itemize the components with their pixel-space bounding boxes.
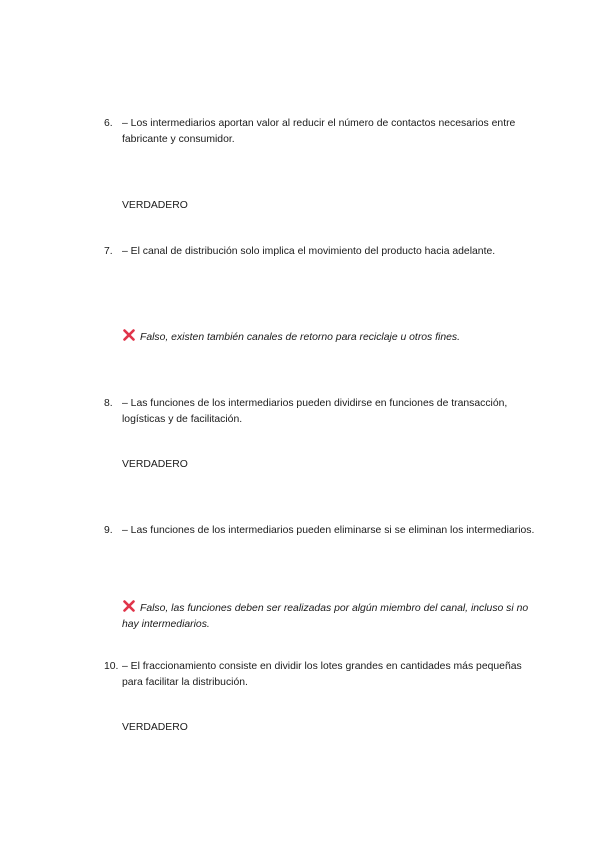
answer-text: Falso, las funciones deben ser realizadas por algún miembro del canal, incluso si no hay intermediarios. bbox=[122, 603, 529, 630]
question-number: 8. bbox=[104, 398, 113, 409]
question-number: 6. bbox=[104, 118, 113, 129]
answer-7 bbox=[122, 328, 542, 346]
answer-8: VERDADERO bbox=[122, 459, 188, 470]
question-text: – Las funciones de los intermediarios pueden eliminarse si se eliminan los intermediarios. bbox=[122, 525, 535, 536]
question-number: 7. bbox=[104, 246, 113, 257]
question-number: 10. bbox=[104, 661, 119, 672]
answer-9 bbox=[122, 599, 542, 633]
question-number: 9. bbox=[104, 525, 113, 536]
red-x-icon bbox=[122, 599, 136, 613]
question-text: – Los intermediarios aportan valor al reducir el número de contactos necesarios entre fabricante y consumidor. bbox=[122, 118, 516, 145]
question-text: – El fraccionamiento consiste en dividir los lotes grandes en cantidades más pequeñas para facilitar la distribución. bbox=[122, 661, 522, 688]
answer-6: VERDADERO bbox=[122, 200, 188, 211]
question-text: – El canal de distribución solo implica el movimiento del producto hacia adelante. bbox=[122, 246, 496, 257]
question-text: – Las funciones de los intermediarios pueden dividirse en funciones de transacción, logísticas y de facilitación. bbox=[122, 398, 508, 425]
answer-text: Falso, existen también canales de retorno para reciclaje u otros fines. bbox=[140, 332, 460, 343]
answer-10: VERDADERO bbox=[122, 722, 188, 733]
red-x-icon bbox=[122, 328, 136, 342]
